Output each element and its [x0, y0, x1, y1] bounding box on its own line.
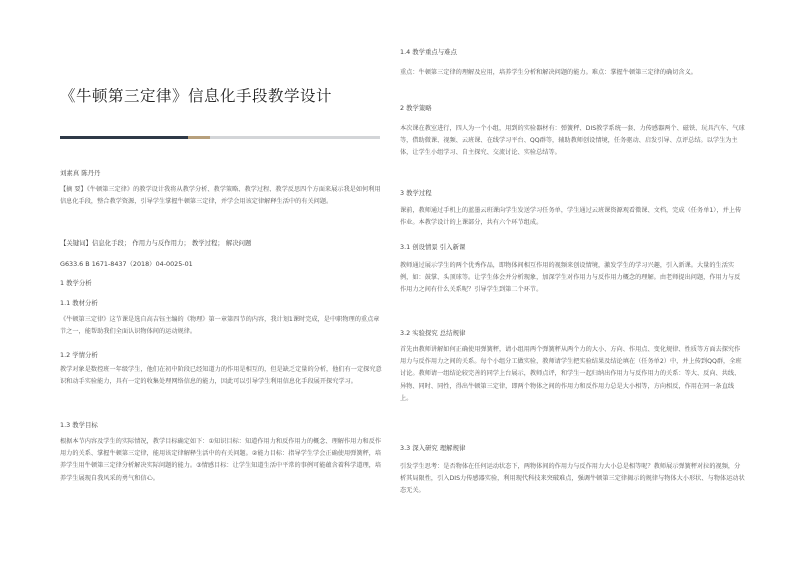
section-1-4-heading: 1.4 教学重点与难点: [400, 48, 457, 56]
paper-title: 《牛顿第三定律》信息化手段教学设计: [60, 87, 333, 105]
section-3-3-body: 引发学生思考：是否物体在任何运动状态下，两物体间的作用力与反作用力大小总是相等呢？教师展示弹簧秤对拉的视频，分析其局限性，引入DIS力传感器实验，利用现代科技来突破难点，强调牛顿第三定律揭示的规律与物体大小形状、与物体运动状态无关。: [400, 463, 745, 495]
section-3-heading: 3 教学过程: [400, 189, 432, 197]
section-1-heading: 1 教学分析: [60, 279, 92, 287]
section-1-4-body: 重点：牛顿第三定律的理解及应用，培养学生分析和解决问题的能力。难点：掌握牛顿第三定律的确切含义。: [400, 69, 697, 76]
section-3-body: 课前，教师通过手机上的蓝墨云班课向学生发送学习任务单，学生通过云班课资源观看微课、文档，完成（任务单1），并上传作业。本教学设计的上课部分，共有六个环节组成。: [400, 207, 742, 227]
section-1-3-heading: 1.3 教学目标: [60, 421, 98, 429]
classification-code: G633.6 B 1671-8437（2018）04-0025-01: [60, 260, 193, 268]
section-3-1-body: 教师通过展示学生的两个优秀作品，即物体间相互作用的视频来创设情境，激发学生的学习兴趣，引入新课。大量的生活实例，如：鼓掌、头顶球等。让学生体会并分析现象，加深学生对作用力与反作用力概念的理解。由老师提出问题，作用力与反作用力之间有什么关系呢？引导学生到第二个环节。: [400, 262, 741, 294]
abstract: 【摘 要】《牛顿第三定律》的教学设计我将从教学分析、教学策略、教学过程、教学反思四个方面来展示我是如何利用信息化手段，整合教学资源，引导学生掌握牛顿第三定律，并学会用该定律解释生活中的有关问题。: [60, 186, 381, 206]
section-3-1-heading: 3.1 创设情景 引入新课: [400, 243, 466, 251]
authors: 刘素真 陈丹丹: [60, 169, 101, 177]
section-3-3-heading: 3.3 深入研究 理解规律: [400, 444, 466, 452]
section-3-2-heading: 3.2 实验探究 总结规律: [400, 329, 466, 337]
section-1-1-heading: 1.1 教材分析: [60, 299, 98, 307]
title-divider: [60, 136, 380, 139]
section-1-3-body: 根据本节内容及学生的实际情况，教学目标确定如下：①知识目标：知道作用力和反作用力的概念、理解作用力和反作用力的关系、掌握牛顿第三定律，能用该定律解释生活中的有关问题。②能力目标：指导学生学会正确使用弹簧秤，培养学生用牛顿第三定律分析解决实际问题的能力。③情感目标：让学生知道生活中平常的事例可能蕴含着科学道理，培养学生展现自我风采的勇气和信心。: [60, 438, 382, 482]
keywords: 【关键词】信息化手段； 作用力与反作用力； 教学过程； 解决问题: [60, 239, 252, 247]
section-2-body: 本次课在教室进行，四人为一个小组，用到的实验器材有：弹簧秤、DIS教学系统一套、力传感器两个、磁铁、玩具汽车、气球等，借助微课、视频、云班课、在线学习平台、QQ群等，辅助教师创设情境，任务驱动、启发引导、点评总结。以学生为主体，让学生小组学习、自主探究、交流讨论、实验总结等。: [400, 125, 745, 157]
section-1-1-body: 《牛顿第三定律》这节课是选自高吉钰主编的《物理》第一章第四节的内容，我计划1课时完成，是中职物理的重点章节之一，能帮助我们全面认识物体间的运动规律。: [60, 316, 380, 336]
section-2-heading: 2 教学策略: [400, 104, 432, 112]
section-1-2-body: 教学对象是数控班一年级学生，他们在初中阶段已经知道力的作用是相互的，但是缺乏定量的分析，他们有一定探究意识和动手实验能力，具有一定的收集处理网络信息的能力，因此可以引导学生利用信息化手段展开探究学习。: [60, 366, 382, 386]
section-1-2-heading: 1.2 学情分析: [60, 351, 98, 359]
section-3-2-body: 首先由教师讲解如何正确使用弹簧秤，请小组用两个弹簧秤从两个力的大小、方向、作用点、变化规律、性质等方面去探究作用力与反作用力之间的关系。每个小组分工做实验，教师请学生把实验结果及结论填在（任务单2）中，并上传到QQ群，全班讨论。教师请一组结论较完善的同学上台展示，教师点评，和学生一起归纳出作用力与反作用力的关系：等大、反向、共线、异物、同时、同性，得出牛顿第三定律，即两个物体之间的作用力和反作用力总是大小相等，方向相反，作用在同一条直线上。: [400, 346, 742, 402]
